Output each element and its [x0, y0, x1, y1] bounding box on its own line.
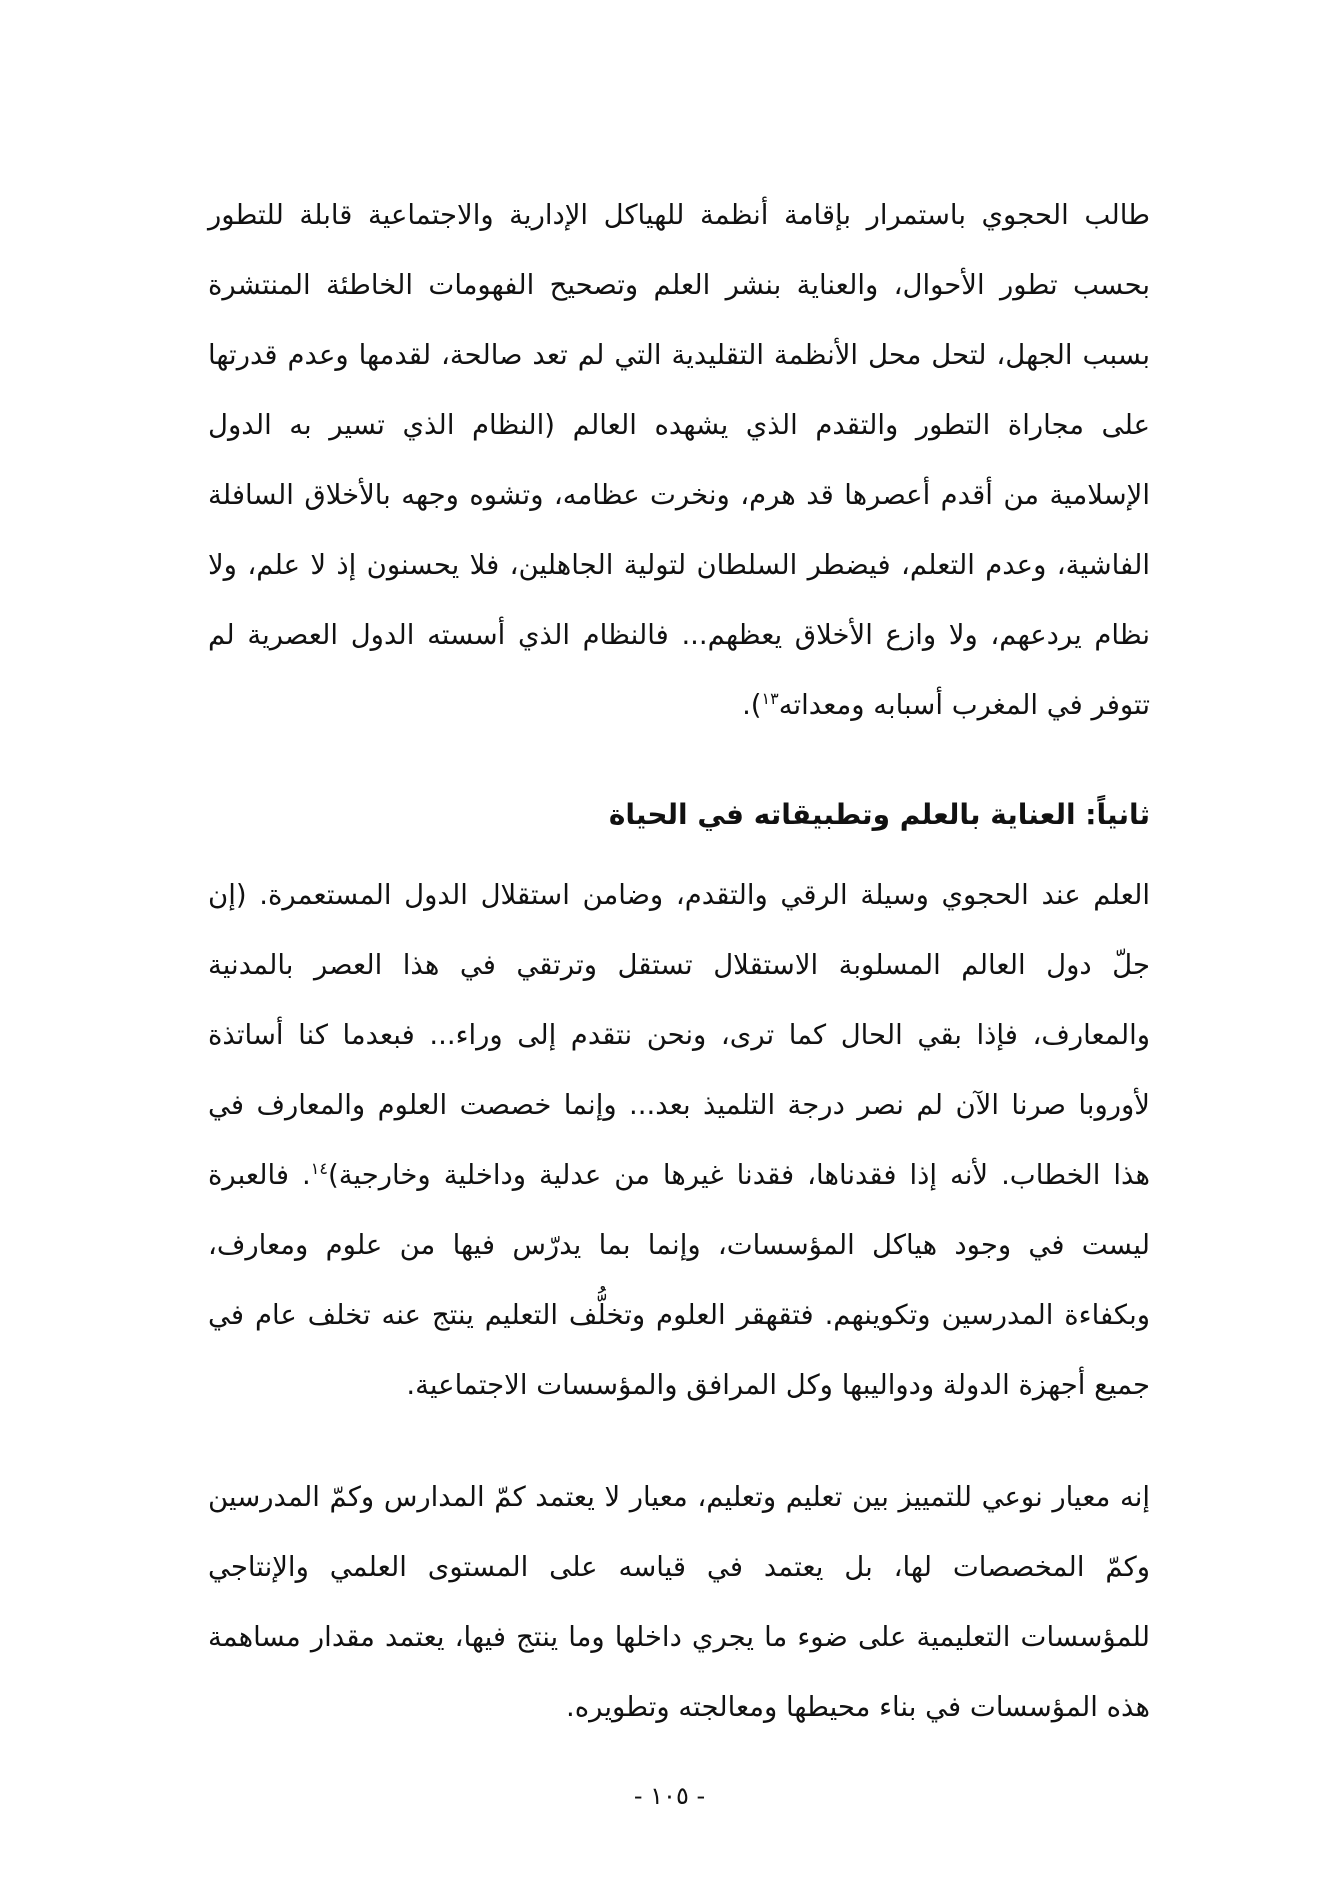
paragraph-3: [208, 1462, 1150, 1742]
page-number: - ١٠٥ -: [633, 1782, 706, 1810]
paragraph-2: [208, 860, 1150, 1420]
footnote-ref-14: ١٤: [310, 1158, 328, 1178]
footnote-ref-13: ١٣: [761, 688, 779, 708]
page-body: [208, 180, 1150, 1742]
paragraph-2-continuation: . فالعبرة ليست في وجود هياكل المؤسسات، وإنما بما يدرّس فيها من علوم ومعارف، وبكفاءة المدرسين وتكوينهم. فتقهقر العلوم وتخلُّف التعليم ينتج عنه تخلف عام في جميع أجهزة الدولة ودواليبها وكل المرافق والمؤسسات الاجتماعية.: [208, 1159, 1150, 1401]
section-heading: ثانياً: العناية بالعلم وتطبيقاته في الحياة: [608, 798, 1150, 831]
paragraph-1-ending: ).: [742, 689, 762, 721]
paragraph-2-text: العلم عند الحجوي وسيلة الرقي والتقدم، وضامن استقلال الدول المستعمرة. (إن جلّ دول العالم المسلوبة الاستقلال تستقل وترتقي في هذا العصر بالمدنية والمعارف، فإذا بقي الحال كما ترى، ونحن نتقدم إلى وراء... فبعدما كنا أساتذة لأوروبا صرنا الآن لم نصر درجة التلميذ بعد... وإنما خصصت العلوم والمعارف في هذا الخطاب. لأنه إذا فقدناها، فقدنا غيرها من عدلية وداخلية وخارجية): [208, 879, 1150, 1191]
paragraph-1: [208, 180, 1150, 740]
paragraph-3-text: إنه معيار نوعي للتمييز بين تعليم وتعليم، معيار لا يعتمد كمّ المدارس وكمّ المدرسين وكمّ المخصصات لها، بل يعتمد في قياسه على المستوى العلمي والإنتاجي للمؤسسات التعليمية على ضوء ما يجري داخلها وما ينتج فيها، يعتمد مقدار مساهمة هذه المؤسسات في بناء محيطها ومعالجته وتطويره.: [208, 1481, 1150, 1723]
paragraph-1-text: طالب الحجوي باستمرار بإقامة أنظمة للهياكل الإدارية والاجتماعية قابلة للتطور بحسب تطور الأحوال، والعناية بنشر العلم وتصحيح الفهومات الخاطئة المنتشرة بسبب الجهل، لتحل محل الأنظمة التقليدية التي لم تعد صالحة، لقدمها وعدم قدرتها على مجاراة التطور والتقدم الذي يشهده العالم (النظام الذي تسير به الدول الإسلامية من أقدم أعصرها قد هرم، ونخرت عظامه، وتشوه وجهه بالأخلاق السافلة الفاشية، وعدم التعلم، فيضطر السلطان لتولية الجاهلين، فلا يحسنون إذ لا علم، ولا نظام يردعهم، ولا وازع الأخلاق يعظهم... فالنظام الذي أسسته الدول العصرية لم تتوفر في المغرب أسبابه ومعداته: [208, 199, 1150, 721]
